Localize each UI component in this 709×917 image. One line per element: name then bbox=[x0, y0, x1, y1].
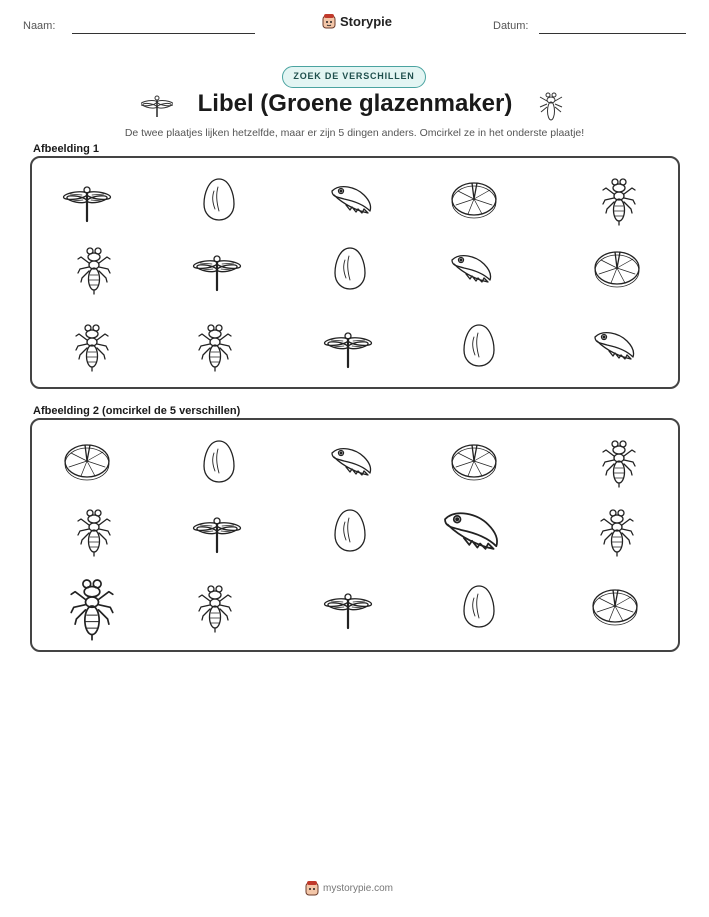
panel1-r3-c5-larva-mask-icon bbox=[595, 333, 634, 359]
panel2-r2-c2-dragonfly-icon[interactable] bbox=[193, 518, 241, 552]
panel1-r3-c2-nymph-icon bbox=[199, 325, 231, 371]
panel1-r1-c4-lily-pad-icon bbox=[452, 183, 496, 218]
date-label: Datum: bbox=[493, 20, 529, 32]
footer-site: mystorypie.com bbox=[323, 882, 394, 894]
panel1-r3-c3-dragonfly-icon bbox=[324, 333, 372, 367]
panel1-r3-c1-nymph-icon bbox=[76, 325, 108, 371]
brand-name: Storypie bbox=[340, 13, 393, 29]
panel1-r1-c1-dragonfly-icon bbox=[63, 187, 111, 221]
panel1-r2-c1-nymph-icon bbox=[78, 248, 110, 294]
panel2-r3-c3-dragonfly-icon[interactable] bbox=[324, 594, 372, 628]
panel2-r2-c1-nymph-icon[interactable] bbox=[78, 510, 110, 556]
panel2-r1-c5-nymph-icon[interactable] bbox=[603, 441, 635, 487]
panel2-label: Afbeelding 2 (omcirkel de 5 verschillen) bbox=[33, 405, 241, 417]
panel2-r3-c5-lily-pad-icon[interactable] bbox=[593, 590, 637, 625]
panel2-r2-c5-nymph-icon[interactable] bbox=[601, 510, 633, 556]
panel1-r2-c5-lily-pad-icon bbox=[595, 252, 639, 287]
panel1-r2-c3-egg-icon bbox=[335, 248, 365, 289]
instructions: De twee plaatjes lijken hetzelfde, maar er zijn 5 dingen anders. Omcirkel ze in het onderste plaatje! bbox=[124, 127, 585, 139]
panel1-label: Afbeelding 1 bbox=[33, 143, 100, 155]
panel2-r1-c2-egg-icon[interactable] bbox=[204, 441, 234, 482]
footer bbox=[305, 880, 393, 896]
panel2-r1-c4-lily-pad-icon[interactable] bbox=[452, 445, 496, 480]
panel2-r3-c1-nymph-icon[interactable] bbox=[71, 580, 113, 640]
panel2-r3-c4-egg-icon[interactable] bbox=[464, 586, 494, 627]
name-label: Naam: bbox=[23, 20, 56, 32]
panel1-r2-c4-larva-mask-icon bbox=[452, 256, 491, 282]
panel2-r2-c4-larva-mask-icon[interactable] bbox=[445, 513, 497, 549]
panel1-r3-c4-egg-icon bbox=[464, 325, 494, 366]
panel1-r1-c5-nymph-icon bbox=[603, 179, 635, 225]
activity-badge: ZOEK DE VERSCHILLEN bbox=[282, 66, 426, 88]
page-title: Libel (Groene glazenmaker) bbox=[197, 90, 513, 117]
storypie-mascot-icon bbox=[305, 880, 319, 896]
panel1-r1-c3-larva-mask-icon bbox=[332, 187, 371, 213]
panel1-r2-c2-dragonfly-icon bbox=[193, 256, 241, 290]
panel2-r1-c3-larva-mask-icon[interactable] bbox=[332, 449, 371, 475]
panel2-r2-c3-egg-icon[interactable] bbox=[335, 510, 365, 551]
panel2-r3-c2-nymph-icon[interactable] bbox=[199, 586, 231, 632]
panel2-r1-c1-lily-pad-icon[interactable] bbox=[65, 445, 109, 480]
panel1-r1-c2-egg-icon bbox=[204, 179, 234, 220]
